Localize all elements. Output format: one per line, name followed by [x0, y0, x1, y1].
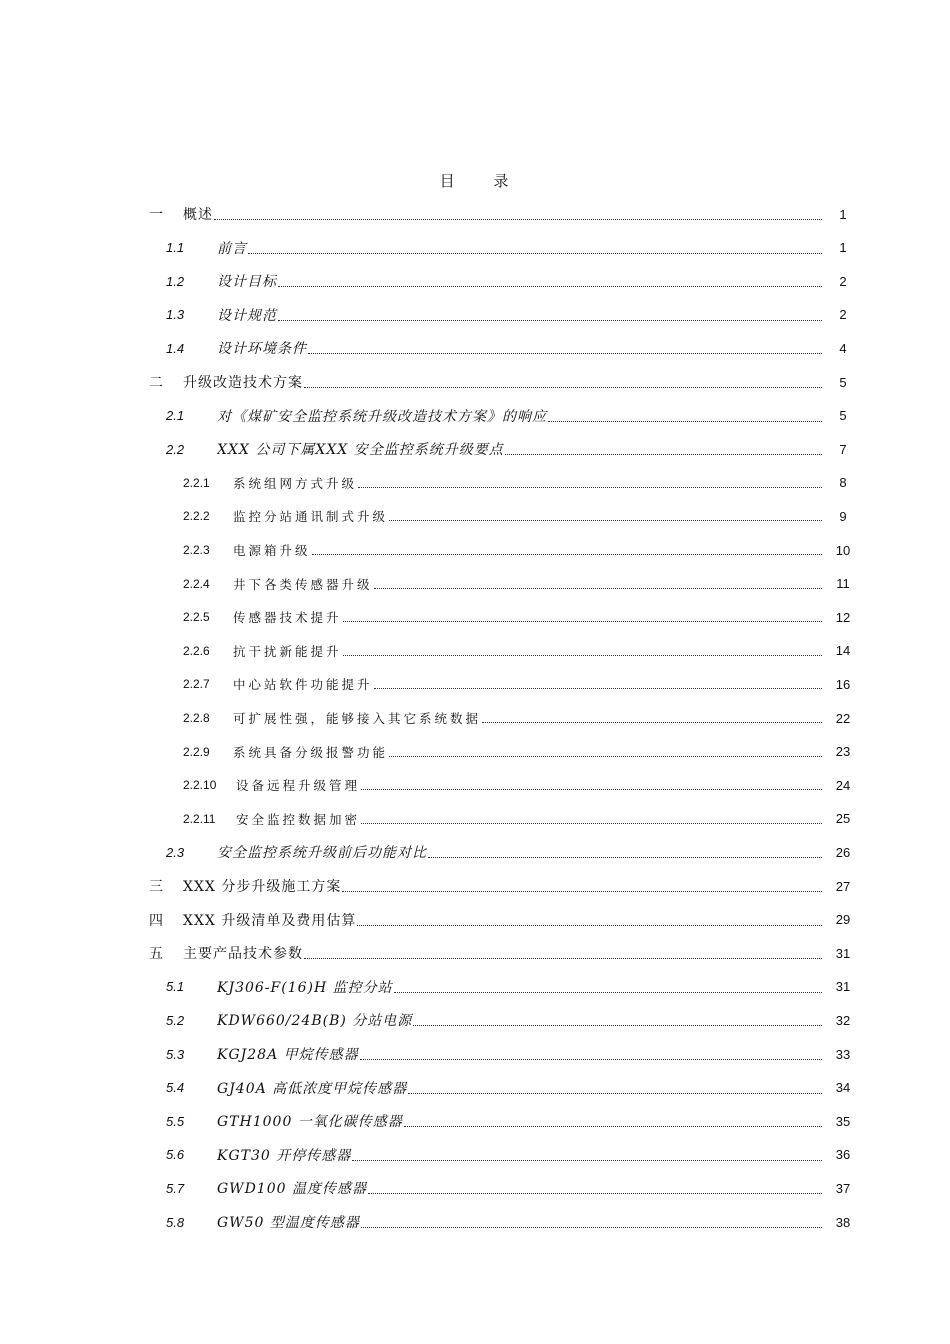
toc-entry[interactable] [0, 1104, 950, 1138]
toc-entry-page-number: 5 [839, 374, 847, 390]
toc-entry-label: 设计规范 [217, 307, 277, 324]
toc-entry-label-wrap [183, 876, 822, 896]
toc-entry-page-number: 11 [836, 576, 850, 592]
toc-entry-number: 2.2.1 [183, 475, 210, 490]
toc-entry-label: GW50 型温度传感器 [217, 1215, 360, 1231]
toc-entry-label: 设计环境条件 [217, 341, 307, 358]
toc-entry-number: 5.3 [166, 1046, 185, 1062]
toc-entry-label-wrap [233, 608, 822, 626]
toc-entry-label: GWD100 温度传感器 [217, 1181, 367, 1198]
toc-entry-page-number: 25 [835, 811, 851, 827]
toc-dot-leader [357, 925, 822, 926]
toc-dot-leader [343, 621, 822, 622]
toc-entry[interactable] [0, 533, 950, 567]
toc-dot-leader [342, 891, 822, 892]
toc-dot-leader [374, 688, 822, 689]
toc-dot-leader [214, 219, 822, 220]
toc-entry-label: GTH1000 一氧化碳传感器 [217, 1114, 403, 1131]
toc-entry[interactable] [0, 365, 950, 399]
toc-entry-label-wrap [217, 1145, 822, 1165]
toc-entry-label: 可扩展性强，能够接入其它系统数据 [233, 711, 482, 726]
toc-entry[interactable] [0, 1037, 950, 1071]
toc-entry-number: 5.2 [166, 1012, 185, 1028]
toc-entry-label-wrap [217, 1178, 822, 1198]
toc-entry-number: 一 [149, 207, 163, 223]
toc-entry-label: XXX 公司下属XXX 安全监控系统升级要点 [217, 442, 504, 459]
toc-entry-label: 设计目标 [217, 274, 277, 291]
toc-entry-label: 井下各类传感器升级 [233, 576, 373, 592]
toc-entry[interactable] [0, 667, 950, 701]
toc-dot-leader [304, 387, 822, 388]
toc-entry-page-number: 22 [835, 710, 851, 726]
toc-dot-leader [278, 286, 822, 287]
toc-entry-label: XXX 升级清单及费用估算 [183, 912, 357, 929]
toc-entry-number: 2.3 [166, 844, 185, 860]
toc-entry-number: 三 [149, 879, 163, 895]
toc-entry[interactable] [0, 197, 950, 231]
toc-entry-label-wrap [217, 1078, 822, 1098]
toc-entry-page-number: 1 [839, 240, 847, 256]
toc-entry-label-wrap [217, 406, 822, 426]
toc-entry-label: 安全监控数据加密 [236, 811, 361, 827]
toc-entry-page-number: 33 [835, 1046, 851, 1062]
toc-entry-label: 抗干扰新能提升 [233, 643, 342, 659]
toc-entry-number: 5.6 [166, 1147, 185, 1163]
toc-entry-page-number: 26 [835, 844, 851, 860]
toc-entry-label-wrap [233, 743, 822, 761]
toc-entry[interactable] [0, 970, 950, 1004]
toc-entry[interactable] [0, 768, 950, 802]
toc-entry-label-wrap [183, 943, 822, 963]
toc-entry[interactable] [0, 1138, 950, 1172]
toc-entry[interactable] [0, 567, 950, 601]
toc-entry-number: 2.2.6 [183, 643, 210, 658]
toc-dot-leader [505, 454, 822, 455]
toc-entry-label: XXX 分步升级施工方案 [183, 879, 342, 895]
toc-entry-label: KJ306-F(16)H 监控分站 [217, 979, 393, 996]
toc-entry-label: 设备远程升级管理 [236, 778, 361, 794]
toc-entry-page-number: 23 [835, 744, 851, 760]
toc-entry-number: 二 [149, 375, 163, 391]
toc-entry-page-number: 37 [835, 1180, 851, 1196]
toc-dot-leader [548, 421, 822, 422]
toc-entry-number: 四 [149, 912, 163, 929]
toc-dot-leader [428, 857, 822, 858]
toc-dot-leader [308, 353, 822, 354]
toc-entry-number: 五 [149, 946, 163, 963]
toc-entry[interactable] [0, 1205, 950, 1239]
toc-entry-label-wrap [233, 507, 822, 525]
toc-entry-number: 2.2.4 [183, 576, 210, 591]
toc-dot-leader [361, 1227, 822, 1228]
toc-entry[interactable] [0, 331, 950, 365]
toc-title-char-1: 目 [439, 172, 457, 190]
toc-dot-leader [404, 1126, 822, 1127]
toc-dot-leader [394, 992, 822, 993]
toc-entry-label-wrap [217, 977, 822, 997]
toc-entry-number: 1.3 [166, 307, 185, 323]
toc-entry-number: 5.4 [166, 1080, 185, 1096]
toc-entry-page-number: 36 [835, 1147, 851, 1163]
toc-entry-number: 1.1 [166, 240, 185, 256]
toc-entry[interactable] [0, 701, 950, 735]
toc-entry-page-number: 35 [835, 1113, 851, 1129]
toc-entry-page-number: 1 [839, 206, 847, 222]
toc-entry-label: KDW660/24B(B) 分站电源 [217, 1013, 413, 1030]
toc-entry-page-number: 31 [835, 979, 851, 995]
toc-entry[interactable] [0, 466, 950, 500]
toc-dot-leader [248, 253, 822, 254]
toc-entry-label-wrap [183, 372, 822, 392]
toc-entry-label-wrap [233, 709, 822, 727]
toc-entry-page-number: 8 [839, 475, 847, 491]
toc-entry-label: 对《煤矿安全监控系统升级改造技术方案》的响应 [217, 408, 547, 425]
toc-entry-number: 2.2.5 [183, 610, 210, 625]
toc-entry[interactable] [0, 936, 950, 970]
toc-entry-page-number: 27 [835, 878, 851, 894]
toc-entry-label-wrap [217, 238, 822, 258]
toc-entry-label-wrap [183, 910, 822, 930]
toc-entry-label-wrap [217, 1010, 822, 1030]
toc-title [0, 170, 950, 191]
toc-entry-page-number: 2 [839, 307, 847, 323]
toc-entry-label: 升级改造技术方案 [183, 375, 303, 391]
toc-entry[interactable] [0, 1071, 950, 1105]
toc-entry[interactable] [0, 264, 950, 298]
toc-entry-label: 概述 [183, 207, 213, 223]
toc-entry-page-number: 9 [839, 508, 847, 524]
toc-dot-leader [368, 1193, 822, 1194]
toc-entry-page-number: 32 [835, 1012, 851, 1028]
toc-entry-number: 2.2.2 [183, 509, 210, 524]
toc-dot-leader [361, 823, 822, 824]
toc-entry-label: GJ40A 高低浓度甲烷传感器 [217, 1080, 408, 1097]
toc-entry[interactable] [0, 869, 950, 903]
toc-entry-label-wrap [217, 439, 822, 459]
toc-dot-leader [389, 520, 822, 521]
toc-entry[interactable] [0, 903, 950, 937]
toc-dot-leader [360, 1059, 822, 1060]
toc-entry[interactable] [0, 231, 950, 265]
toc-dot-leader [389, 756, 822, 757]
toc-dot-leader [413, 1025, 822, 1026]
toc-entry-page-number: 12 [835, 609, 851, 625]
toc-entry-label-wrap [233, 675, 822, 693]
toc-entry[interactable] [0, 1003, 950, 1037]
toc-entry-number: 2.2.7 [183, 677, 210, 692]
toc-entry-page-number: 10 [835, 542, 851, 558]
toc-entry-label: 电源箱升级 [233, 543, 311, 558]
toc-entry-label-wrap [217, 305, 822, 325]
toc-entry-label-wrap [236, 810, 822, 828]
toc-entry-page-number: 16 [835, 676, 851, 692]
toc-dot-leader [358, 487, 822, 488]
toc-entry-label-wrap [217, 1044, 822, 1064]
toc-entry-label-wrap [233, 474, 822, 492]
toc-entry[interactable] [0, 1171, 950, 1205]
toc-entry-label: 前言 [217, 240, 247, 257]
toc-entry-page-number: 7 [839, 441, 847, 457]
toc-entry-label: 安全监控系统升级前后功能对比 [217, 845, 427, 862]
toc-entry-label-wrap [217, 271, 822, 291]
toc-entry[interactable] [0, 298, 950, 332]
toc-entry-label-wrap [236, 776, 822, 794]
toc-entry-label-wrap [217, 338, 822, 358]
toc-entry-number: 1.4 [166, 340, 185, 356]
toc-entry-number: 5.1 [166, 979, 185, 995]
toc-entry[interactable] [0, 432, 950, 466]
toc-entry-number: 5.8 [166, 1214, 185, 1230]
toc-dot-leader [482, 722, 822, 723]
toc-entry-page-number: 14 [835, 643, 851, 659]
toc-entry-number: 2.2.9 [183, 744, 210, 759]
toc-entry[interactable] [0, 735, 950, 769]
toc-entry-page-number: 29 [835, 912, 851, 928]
toc-entry-number: 2.1 [166, 408, 185, 424]
toc-entry-page-number: 34 [835, 1080, 851, 1096]
toc-entry-number: 2.2.10 [183, 778, 217, 793]
toc-entry[interactable] [0, 634, 950, 668]
toc-dot-leader [352, 1160, 822, 1161]
toc-entry-page-number: 38 [835, 1214, 851, 1230]
toc-entry-label: 传感器技术提升 [233, 610, 342, 626]
toc-entry-label: 系统具备分级报警功能 [233, 744, 389, 760]
toc-dot-leader [312, 554, 822, 555]
toc-entry-number: 1.2 [166, 273, 185, 289]
toc-dot-leader [374, 588, 822, 589]
toc-entry-label-wrap [233, 541, 822, 559]
toc-entry-label-wrap [217, 842, 822, 862]
toc-entry-label-wrap [183, 204, 822, 224]
toc-entry-number: 2.2.8 [183, 711, 210, 725]
toc-dot-leader [408, 1093, 822, 1094]
toc-entry-number: 5.5 [166, 1113, 185, 1129]
toc-entry-label: 主要产品技术参数 [183, 946, 303, 963]
toc-entry-page-number: 4 [839, 340, 847, 356]
toc-entry-number: 2.2.3 [183, 543, 210, 557]
toc-entry[interactable] [0, 499, 950, 533]
toc-entry-page-number: 2 [839, 273, 847, 289]
toc-entry[interactable] [0, 600, 950, 634]
toc-dot-leader [304, 958, 822, 959]
toc-entry-page-number: 24 [835, 777, 851, 793]
toc-entry-label-wrap [233, 642, 822, 660]
toc-entry[interactable] [0, 399, 950, 433]
toc-entry-label-wrap [217, 1212, 822, 1232]
toc-entry-label-wrap [217, 1111, 822, 1131]
toc-entry-page-number: 5 [839, 408, 847, 424]
toc-entry-page-number: 31 [835, 945, 851, 961]
toc-entry-label-wrap [233, 575, 822, 593]
toc-entry-number: 2.2.11 [183, 811, 216, 826]
toc-title-char-2: 录 [493, 172, 511, 190]
toc-entry-number: 5.7 [166, 1180, 185, 1196]
toc-entry-label: KGJ28A 甲烷传感器 [217, 1047, 359, 1063]
toc-entry-label: KGT30 开停传感器 [217, 1147, 352, 1164]
toc-dot-leader [343, 655, 822, 656]
toc-dot-leader [278, 320, 822, 321]
toc-entry-label: 中心站软件功能提升 [233, 677, 373, 693]
toc-entry-label: 监控分站通讯制式升级 [233, 509, 389, 525]
toc-entry-label: 系统组网方式升级 [233, 475, 358, 491]
toc-entry[interactable] [0, 835, 950, 869]
toc-dot-leader [361, 789, 822, 790]
toc-entry[interactable] [0, 802, 950, 836]
toc-entry-number: 2.2 [166, 441, 185, 457]
